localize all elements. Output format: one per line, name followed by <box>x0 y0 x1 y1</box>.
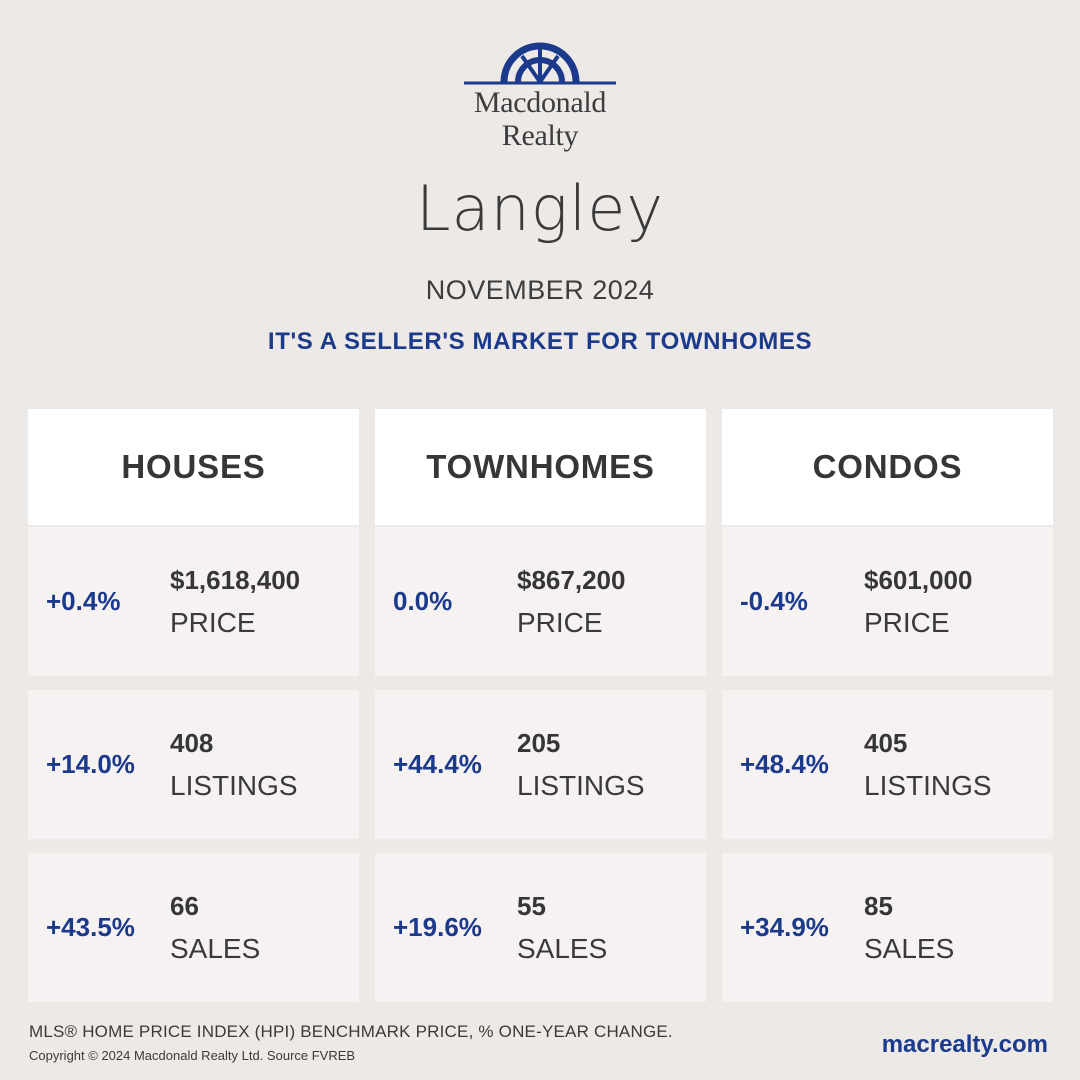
price-label: PRICE <box>864 607 950 638</box>
sales-label: SALES <box>517 933 608 964</box>
sales-value: 55 <box>517 891 546 921</box>
listings-card <box>722 690 1053 839</box>
macdonald-realty-logo <box>0 38 1080 152</box>
listings-card <box>28 690 359 839</box>
listings-value: 408 <box>170 728 214 758</box>
copyright-text: Copyright © 2024 Macdonald Realty Ltd. Source FVREB <box>29 1048 356 1063</box>
methodology-note: MLS® HOME PRICE INDEX (HPI) BENCHMARK PRICE, % ONE-YEAR CHANGE. <box>29 1022 673 1041</box>
price-card <box>375 527 706 676</box>
price-change: 0.0% <box>393 586 453 616</box>
column-title: CONDOS <box>722 409 1053 525</box>
page-title: Langley <box>415 172 665 245</box>
listings-change: +14.0% <box>46 749 135 779</box>
price-value: $867,200 <box>517 565 626 595</box>
sales-card <box>28 853 359 1002</box>
headline: IT'S A SELLER'S MARKET FOR TOWNHOMES <box>267 328 813 355</box>
column-title: HOUSES <box>28 409 359 525</box>
sales-value: 85 <box>864 891 893 921</box>
listings-value: 405 <box>864 728 908 758</box>
logo-name-line2: Realty <box>501 119 579 152</box>
listings-change: +44.4% <box>393 749 482 779</box>
listings-label: LISTINGS <box>170 770 298 801</box>
listings-label: LISTINGS <box>517 770 645 801</box>
logo-arch-icon <box>464 38 616 86</box>
sales-change: +19.6% <box>393 912 482 942</box>
sales-label: SALES <box>864 933 955 964</box>
price-card <box>722 527 1053 676</box>
sales-card <box>722 853 1053 1002</box>
sales-value: 66 <box>170 891 199 921</box>
price-value: $601,000 <box>864 565 973 595</box>
price-card <box>28 527 359 676</box>
sales-change: +43.5% <box>46 912 135 942</box>
column-houses <box>28 409 359 964</box>
column-condos <box>722 409 1053 964</box>
sales-label: SALES <box>170 933 261 964</box>
price-value: $1,618,400 <box>170 565 301 595</box>
price-label: PRICE <box>170 607 256 638</box>
logo-name-line1: Macdonald <box>473 86 607 119</box>
report-month: NOVEMBER 2024 <box>425 275 655 305</box>
listings-value: 205 <box>517 728 561 758</box>
listings-card <box>375 690 706 839</box>
listings-change: +48.4% <box>740 749 829 779</box>
column-title: TOWNHOMES <box>375 409 706 525</box>
price-label: PRICE <box>517 607 603 638</box>
website-link[interactable]: macrealty.com <box>881 1031 1048 1058</box>
price-change: +0.4% <box>46 586 121 616</box>
sales-card <box>375 853 706 1002</box>
sales-change: +34.9% <box>740 912 829 942</box>
column-townhomes <box>375 409 706 964</box>
price-change: -0.4% <box>740 586 808 616</box>
listings-label: LISTINGS <box>864 770 992 801</box>
